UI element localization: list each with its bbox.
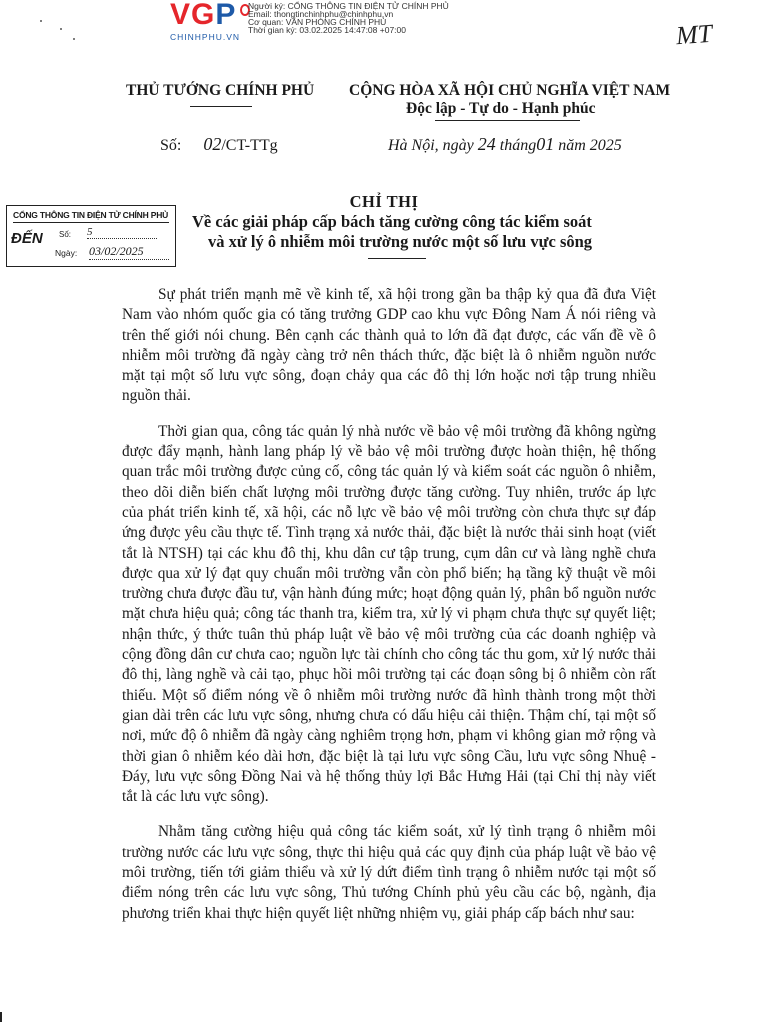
motto-underline bbox=[435, 120, 580, 121]
signer-line: Thời gian ký: 03.02.2025 14:47:08 +07:00 bbox=[248, 25, 406, 35]
docno-suffix: /CT-TTg bbox=[221, 137, 278, 154]
scan-speck bbox=[73, 38, 75, 40]
logo-letter: V bbox=[170, 0, 192, 31]
month-label: tháng bbox=[499, 137, 537, 154]
national-title: CỘNG HÒA XÃ HỘI CHỦ NGHĨA VIỆT NAM bbox=[349, 82, 671, 99]
signer-line: Cơ quan: VĂN PHÒNG CHÍNH PHỦ bbox=[248, 17, 387, 27]
document-subject-line-1: Về các giải pháp cấp bách tăng cường công tác kiểm soát bbox=[192, 212, 592, 231]
digital-signature-info bbox=[248, 2, 449, 34]
signer-line: Email: thongtinchinhphu@chinhphu.vn bbox=[248, 9, 394, 19]
scan-margin-mark bbox=[0, 1012, 2, 1022]
document-body bbox=[122, 285, 656, 939]
stamp-number-label: Số: bbox=[59, 230, 72, 239]
stamp-date-label: Ngày: bbox=[55, 248, 78, 258]
date-year: năm 2025 bbox=[558, 137, 622, 154]
stamp-number: 5 bbox=[87, 226, 157, 239]
issuing-agency: THỦ TƯỚNG CHÍNH PHỦ bbox=[126, 82, 315, 99]
docno-prefix: Số: bbox=[160, 137, 182, 154]
logo-letter: P bbox=[215, 0, 237, 31]
vgp-logo-text bbox=[170, 0, 250, 30]
document-number bbox=[160, 134, 278, 155]
agency-underline bbox=[190, 106, 252, 107]
body-paragraph: Thời gian qua, công tác quản lý nhà nước về bảo vệ môi trường đã không ngừng được đẩy mạnh, hành lang pháp lý về bảo vệ môi trường được hoàn thiện, hệ thống quan trắc môi trường được củng cố, công tác quản lý và kiểm soát các nguồn ô nhiễm, theo dõi diễn biến chất lượng môi trường được tăng cường. Tuy nhiên, trước áp lực của phát triển kinh tế, xã hội, các nỗ lực về bảo vệ môi trường còn chưa thực sự đáp ứng được yêu cầu thực tế. Tình trạng xả nước thải, đặc biệt là nước thải sinh hoạt (viết tắt là NTSH) tại các khu đô thị, khu dân cư tập trung, cụm dân cư và làng nghề chưa được qua xử lý đạt quy chuẩn môi trường vẫn còn phổ biến; hạ tầng kỹ thuật về môi trường chưa được đầu tư, vận hành đúng mức; hoạt động quản lý, phân bổ nguồn nước mặt chưa hiệu quả; công tác thanh tra, kiểm tra, xử lý vi phạm chưa thực sự quyết liệt; nhận thức, ý thức tuân thủ pháp luật về bảo vệ môi trường của các doanh nghiệp và cộng đồng dân cư chưa cao; nguồn lực tài chính cho công tác thu gom, xử lý nước thải đô thị, làng nghề và cải tạo, phục hồi môi trường tại các đoạn sông bị ô nhiễm còn rất thiếu. Một số điểm nóng về ô nhiễm môi trường nước đã hình thành trong một thời gian dài trên các lưu vực sông, nhưng chưa có dấu hiệu cải thiện. Thậm chí, tại một số nơi, mức độ ô nhiễm đã ngày càng nghiêm trọng hơn, phạm vi không gian mở rộng và thời gian ô nhiễm kéo dài hơn, đặc biệt là tại lưu vực sông Cầu, lưu vực sông Nhuệ - Đáy, lưu vực sông Đồng Nai và hệ thống thủy lợi Bắc Hưng Hải (tại Chỉ thị này viết tắt là các lưu vực sông). bbox=[122, 422, 656, 806]
body-paragraph: Nhằm tăng cường hiệu quả công tác kiểm soát, xử lý tình trạng ô nhiễm môi trường nước các lưu vực sông, thực thi hiệu quả các quy định của pháp luật về bảo vệ môi trường, tiến tới giảm thiểu và xử lý dứt điểm tình trạng ô nhiễm nước tại một số điểm nóng trên các lưu vực sông, Thủ tướng Chính phủ yêu cầu các bộ, ngành, địa phương triển khai thực hiện quyết liệt những nhiệm vụ, giải pháp cấp bách như sau: bbox=[122, 823, 656, 922]
stamp-received-label: ĐẾN bbox=[11, 230, 43, 247]
document-type: CHỈ THỊ bbox=[349, 192, 419, 211]
national-motto: Độc lập - Tự do - Hạnh phúc bbox=[406, 100, 596, 117]
date-month: 01 bbox=[536, 134, 555, 154]
stamp-organization: CỔNG THÔNG TIN ĐIỆN TỬ CHÍNH PHỦ bbox=[13, 210, 169, 223]
signer-line: Người ký: CỔNG THÔNG TIN ĐIỆN TỬ CHÍNH PHỦ bbox=[248, 1, 449, 11]
vgp-logo-subtext: CHINHPHU.VN bbox=[170, 32, 241, 42]
date-day: 24 bbox=[477, 134, 496, 154]
place-and-date bbox=[388, 134, 622, 155]
vgp-logo bbox=[170, 0, 250, 46]
stamp-date: 03/02/2025 bbox=[89, 244, 169, 260]
handwritten-mark: MT bbox=[674, 18, 714, 51]
scan-speck bbox=[60, 28, 62, 30]
body-paragraph: Sự phát triển mạnh mẽ về kinh tế, xã hội trong gần ba thập kỷ qua đã đưa Việt Nam vào nhóm quốc gia có tăng trưởng GDP cao khu vực Đông Nam Á nói riêng và trên thế giới nói chung. Bên cạnh các thành quả to lớn đã đạt được, các vấn đề về ô nhiễm môi trường đã ngày càng trở nên thách thức, đặc biệt là ô nhiễm nguồn nước mặt tại một số lưu vực sông, đoạn chảy qua các đô thị lớn hoặc nơi tập trung nhiều nguồn thải. bbox=[122, 286, 656, 405]
docno-number: 02 bbox=[203, 134, 222, 154]
document-subject-line-2: và xử lý ô nhiễm môi trường nước một số lưu vực sông bbox=[208, 232, 593, 251]
received-stamp bbox=[6, 205, 176, 267]
scan-speck bbox=[40, 20, 42, 22]
title-underline bbox=[368, 258, 426, 259]
place-prefix: Hà Nội, ngày bbox=[388, 137, 474, 154]
logo-letter: G bbox=[191, 0, 216, 31]
